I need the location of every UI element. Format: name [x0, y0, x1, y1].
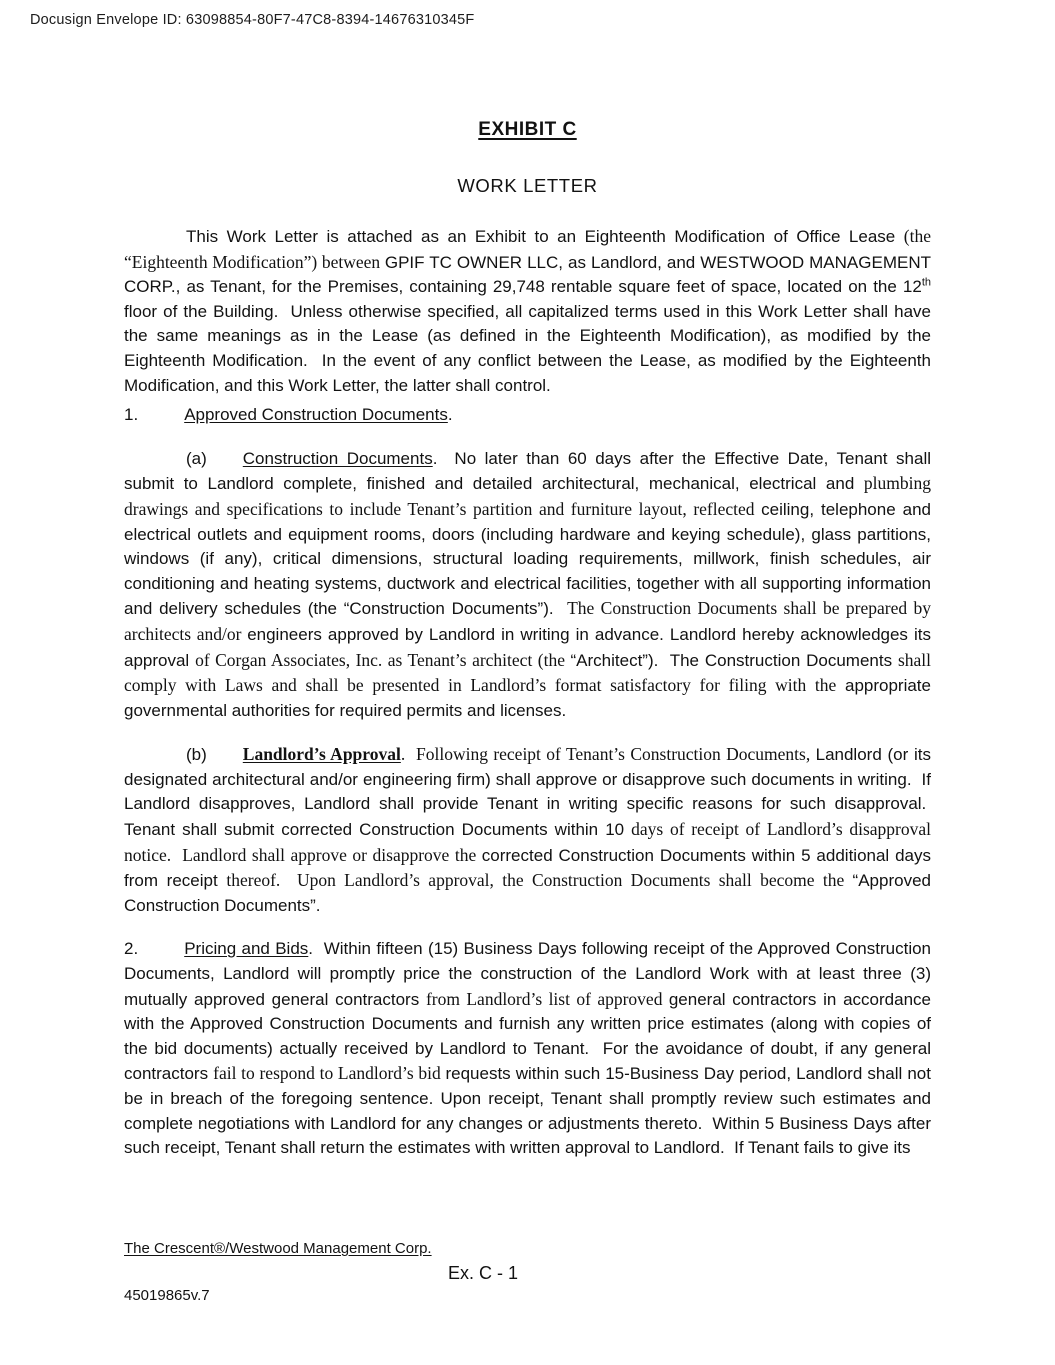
footer-document-number: 45019865v.7 — [124, 1287, 210, 1304]
text-run: of Corgan Associates, Inc. as Tenant’s architect (the — [195, 649, 571, 670]
text-run: Landlord’s Approval — [242, 744, 401, 765]
text-run: GPIF TC OWNER LLC, as Landlord, and WESTWOOD MANAGEMENT CORP., as Tenant, for the Premises, containing 29,748 rentable square feet of space, located on the 12 — [124, 252, 931, 297]
text-run: general contractors in accordance with the Approved Construction Documents and furnish any written price estimates (along with copies of the bid documents) actually received by Landlord to Tenant. For the avoidance of doubt, if any general contractors — [124, 989, 931, 1084]
exhibit-title-text: EXHIBIT C — [478, 119, 577, 140]
text-run: plumbing drawings and specifications to include Tenant’s partition and furniture layout, reflected — [124, 473, 931, 519]
text-run: ceiling, telephone and electrical outlets and equipment rooms, doors (including hardware and keying schedule), glass partitions, windows (if any), critical dimensions, structural loading requirements, millwork, finish schedules, air conditioning and heating systems, ductwork and electrical facilities, together with all supporting information and delivery schedules (the “Construction Documents”). — [124, 499, 931, 619]
text-run: requests within such 15-Business Day period, Landlord shall not be in breach of the foregoing sentence. Upon receipt, Tenant shall promptly review such estimates and complete negotiations with Landlord for any changes or adjustments thereto. Within 5 Business Days after such receipt, Tenant shall return the estimates with written approval to Landlord. If Tenant fails to give its — [124, 1064, 931, 1158]
text-run: . — [447, 405, 453, 425]
paragraph-construction-documents — [124, 447, 931, 724]
text-run: thereof. Upon Landlord’s approval, the Construction Documents shall become the — [226, 870, 853, 891]
section-1-heading — [124, 403, 931, 428]
text-run: from Landlord’s list of approved — [425, 988, 669, 1009]
text-run: (the “Eighteenth Modification”) between — [124, 226, 931, 272]
document-content — [124, 0, 931, 1161]
text-run: . Following receipt of Tenant’s Construction Documents, — [400, 744, 816, 765]
text-run: This Work Letter is attached as an Exhibit to an Eighteenth Modification of Office Lease — [186, 227, 904, 246]
text-run: Approved Construction Documents — [184, 405, 448, 425]
tab-spacer — [207, 463, 243, 464]
text-run: appropriate governmental authorities for required permits and licenses. — [124, 676, 931, 720]
text-run: corrected Construction Documents within 5 additional days from receipt — [124, 845, 932, 891]
tab-spacer — [138, 953, 184, 954]
text-run: floor of the Building. Unless otherwise specified, all capitalized terms used in this Work Letter shall have the same meanings as in the Lease (as defined in the Eighteenth Modification), as modified by the Eighteenth Modification. In the event of any conflict between the Lease, as modified by the Eighteenth Modification, and this Work Letter, the latter shall control. — [124, 301, 931, 395]
text-run: . Within fifteen (15) Business Days following receipt of the Approved Construction Documents, Landlord will promptly price the construction of the Landlord Work with at least three (3) mutually approved general contractors — [124, 939, 932, 1009]
text-run: The Construction Documents shall be prepared by architects and/or — [124, 598, 931, 644]
text-run: . No later than 60 days after the Effective Date, Tenant shall submit to Landlord complete, finished and detailed architectural, mechanical, electrical and — [124, 448, 931, 494]
text-run: (b) — [186, 745, 207, 765]
tab-spacer — [207, 759, 243, 760]
text-run: 1. — [124, 405, 139, 425]
text-run: (a) — [186, 448, 207, 468]
text-run: “Approved Construction Documents”. — [124, 871, 931, 915]
paragraph-landlords-approval — [124, 742, 931, 918]
text-run: “Architect”). The Construction Documents — [570, 650, 898, 670]
docusign-envelope-id: Docusign Envelope ID: 63098854-80F7-47C8-8394-14676310345F — [30, 12, 475, 28]
superscript-text: th — [921, 276, 931, 289]
footer-crescent-line: The Crescent®/Westwood Management Corp. — [124, 1240, 432, 1257]
footer-page-label: Ex. C - 1 — [447, 1263, 518, 1283]
text-run: Construction Documents — [242, 448, 433, 468]
text-run: days of receipt of Landlord’s disapproval notice. Landlord shall approve or disapprove the — [124, 819, 931, 865]
intro-paragraph — [124, 224, 931, 398]
section-2-pricing-and-bids — [124, 937, 931, 1160]
text-run: fail to respond to Landlord’s bid — [213, 1063, 446, 1084]
tab-spacer — [138, 419, 184, 420]
exhibit-title — [124, 120, 931, 140]
text-run: shall comply with Laws and shall be presented in Landlord’s format satisfactory for filing with the — [124, 649, 932, 696]
work-letter-subtitle: WORK LETTER — [457, 175, 598, 196]
text-run: engineers approved by Landlord in writing in advance. Landlord hereby acknowledges its approval — [124, 624, 931, 670]
text-run: Pricing and Bids — [184, 939, 309, 959]
text-run: 2. — [124, 939, 139, 959]
text-run: Landlord (or its designated architectural and/or engineering firm) shall approve or disapprove such documents in writing. If Landlord disapproves, Landlord shall provide Tenant in writing specific reasons for such disapproval. Tenant shall submit corrected Construction Documents within 10 — [124, 745, 932, 840]
